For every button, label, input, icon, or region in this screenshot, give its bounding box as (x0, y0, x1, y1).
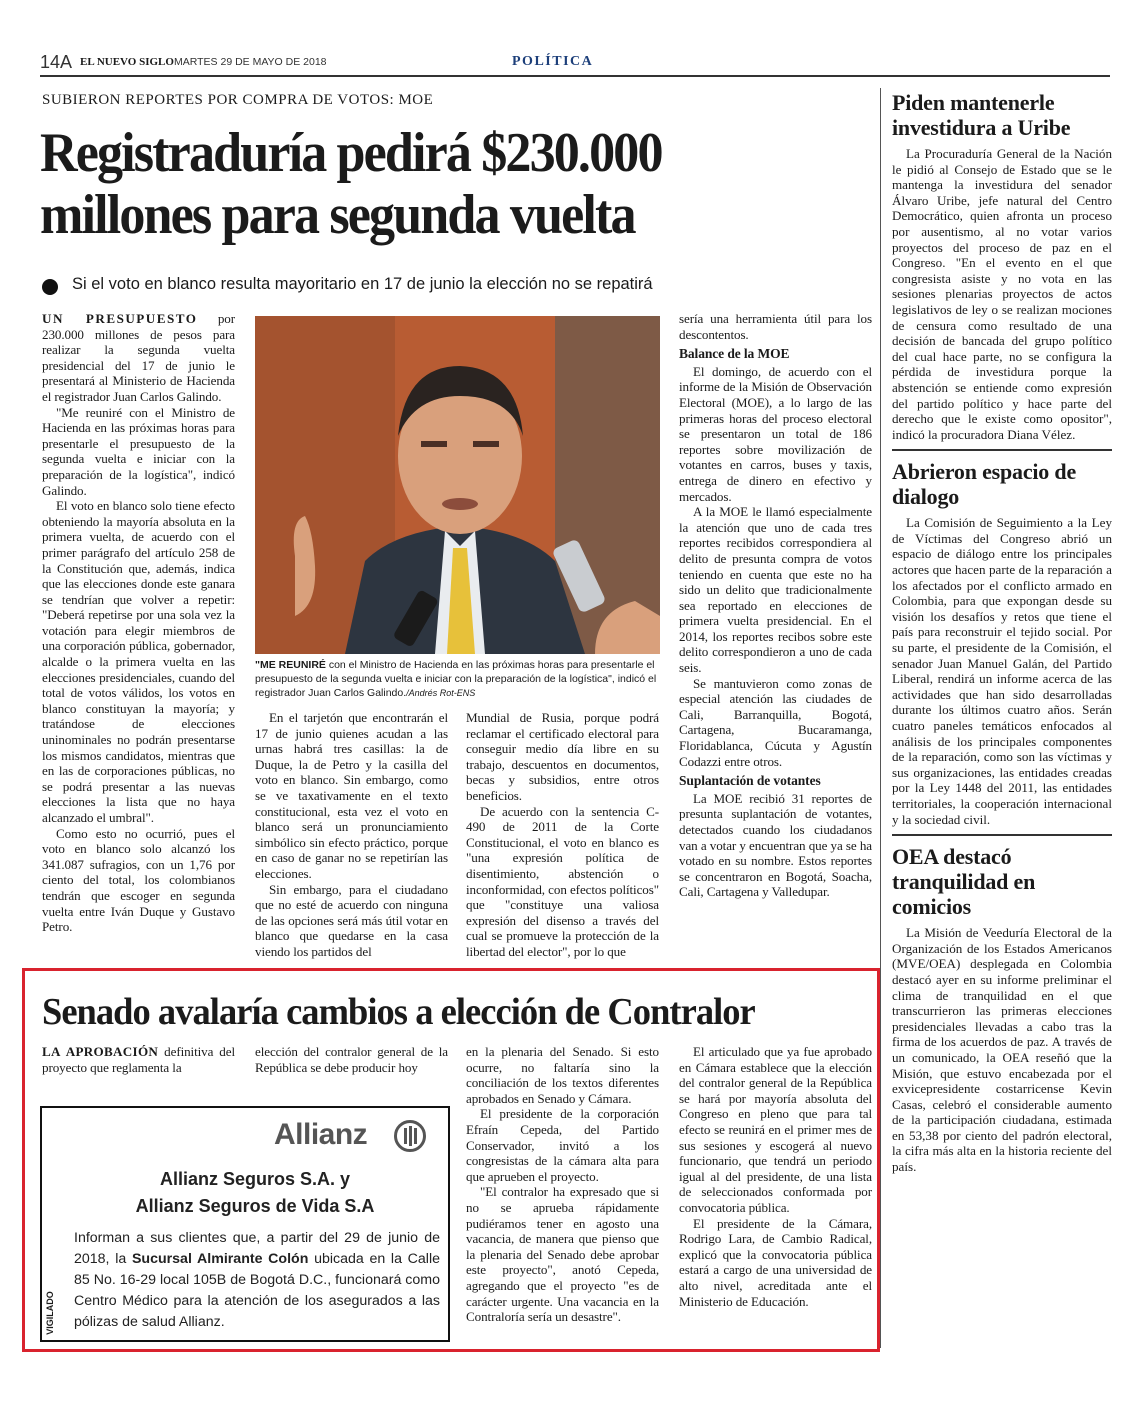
ad-text: Informan a sus clientes que, a partir del 29 de junio de 2018, la (74, 1230, 440, 1267)
paragraph: En el tarjetón que encontrarán el 17 de junio quienes acudan a las urnas habrá tres casillas: la de Duque, la de Petro y la casilla del voto en blanco. Sin embargo, como se ve taxativamente en el texto constitucional, esta vez el voto en blanco será un pronunciamiento simbólico sin efecto práctico, porque en caso de ganar no se repetirían las elecciones. (255, 710, 448, 881)
paragraph: La MOE recibió 31 reportes de presunta suplantación de votantes, detectados cuando los ciudadanos van a votar y encuentran que ya se ha votado en su nombre. Estos reportes se concentraron en Bogotá, Soacha, Cali, Cartagena y Valledupar. (679, 790, 872, 900)
sidebar-rule (892, 449, 1112, 451)
masthead (40, 50, 1104, 76)
headline (40, 122, 803, 246)
senado-col-2 (255, 1044, 448, 1075)
paragraph: La Procuraduría General de la Nación le pidió al Consejo de Estado que se le mantenga la investidura del senador Álvaro Uribe, jefe natural del Centro Democrático, quien afronta un proceso por ausentismo, al no votar varios proyectos del proceso de paz en el Congreso. "En el evento en el que congresista asiste y no vota en las sesiones plenarias proyectos de actos legislativos de ley o se realizan mociones de censura como resultado de una decisión de bancada del grupo político del cual hace parte, no se configura la pérdida de investidura porque la abstención se entiende como expresión del partido político y hace parte del derecho que le existe como opositor", indicó la procuradora Diana Vélez. (892, 146, 1112, 442)
allianz-eagle-icon (394, 1120, 426, 1152)
paragraph: elección del contralor general de la República se debe producir hoy (255, 1044, 448, 1075)
photo-registrador (255, 316, 660, 654)
paragraph: De acuerdo con la sentencia C-490 de 2011 de la Corte Constitucional, el voto en blanco es "una expresión política de disentimiento, abstención o inconformidad, con efectos políticos" que "constituye una valiosa expresión del disenso a través del cual se promueve la protección de la libertad del elector", por lo que (466, 803, 659, 959)
ad-body (74, 1228, 440, 1333)
headline-line-2: millones para segunda vuelta (40, 184, 635, 246)
sidebar-story-oea (892, 844, 1112, 1175)
paragraph: definitiva del proyecto que reglamenta la (42, 1044, 235, 1075)
ad-title-line-2: Allianz Seguros de Vida S.A (135, 1196, 375, 1216)
sidebar-story-dialogo (892, 459, 1112, 827)
sidebar-title: Abrieron espacio de dialogo (892, 459, 1077, 510)
photo-caption (255, 658, 660, 700)
paper-name: EL NUEVO SIGLO (80, 56, 174, 68)
paragraph: Sin embargo, para el ciudadano que no esté de acuerdo con ninguna de las opciones será más útil votar en blanco que quedarse en la casa viendo los partidos del (255, 881, 448, 959)
subhead (42, 275, 862, 299)
senado-col-1 (42, 1044, 235, 1075)
ad-title-line-1: Allianz Seguros S.A. y (159, 1169, 351, 1189)
subhead-text: Si el voto en blanco resulta mayoritario en 17 de junio la elección no se repatirá (72, 275, 653, 293)
paragraph: El domingo, de acuerdo con el informe de la Misión de Observación Electoral (MOE), a lo largo de las primeras horas del proceso electoral se presentaron un total de 186 reportes sobre movilización de votantes en carros, buses y taxis, entrega de dinero en efectivo y mercados. (679, 363, 872, 504)
ad-text: ubicada en la Calle 85 No. 16-29 local 105B de Bogotá D.C., funcionará como Centro Médico para la atención de los asegurados a las pólizas de salud Allianz. (74, 1251, 440, 1330)
photo-illustration (255, 316, 660, 654)
allianz-ad (40, 1106, 450, 1342)
caption-text: con el Ministro de Hacienda en las próximas horas para presentarle el presupuesto de la segunda vuelta e iniciar con la preparación de la logística", indicó el registrador Juan Carlos Galindo. (255, 659, 657, 699)
kicker: SUBIERON REPORTES POR COMPRA DE VOTOS: MOE (42, 92, 434, 108)
allianz-logo (274, 1118, 444, 1154)
sidebar-story-uribe (892, 90, 1112, 442)
vigilado-label: VIGILADO (44, 1291, 55, 1335)
lead-in: UN PRESUPUESTO (42, 311, 198, 326)
masthead-rule (40, 75, 1110, 77)
main-col-2 (255, 710, 448, 960)
main-col-1 (42, 311, 235, 935)
bullet-icon (42, 279, 58, 295)
paragraph: El articulado que ya fue aprobado en Cámara establece que la elección del contralor general de la República se hará por mayoría absoluta del Congreso en pleno que para tal efecto se reunirá en el primer mes de sus sesiones y escogerá al nuevo funcionario, que tendrá un periodo igual al del presidente, de una lista de seleccionados conformada por convocatoria pública. (679, 1044, 872, 1215)
subheading: Balance de la MOE (679, 346, 790, 362)
paragraph: A la MOE le llamó especialmente la atención que uno de cada tres reportes recibidos correspondiera al delito de presunta compra de votos teniendo en cuenta que este no ha sido un delito que tradicionalmente sea reportado en elecciones de primera vuelta presidencial. En el 2014, los reportes recibos sobre este delito correspondieron a uno de cada seis. (679, 504, 872, 676)
sidebar (892, 90, 1112, 1175)
paragraph: "El contralor ha expresado que si no se aprueba rápidamente pudiéramos tener en agosto una vacancia, de manera que pienso que la plenaria del Senado debe aprobar este proyecto", anotó Cepeda, agregando que el proyecto "es de carácter urgente. Una vacancia en la Contraloría sería un desastre". (466, 1184, 659, 1325)
paragraph: "Me reuniré con el Ministro de Hacienda en las próximas horas para presentarle el presupuesto de la segunda vuelta e iniciar con la preparación de la logística", indicó Galindo. (42, 404, 235, 498)
paragraph: por 230.000 millones de pesos para realizar la segunda vuelta presidencial del 17 de junio le presentará al Ministerio de Hacienda el registrador Juan Carlos Galindo. (42, 311, 235, 404)
paragraph: Mundial de Rusia, porque podrá reclamar el certificado electoral para conseguir medio día libre en su trabajo, descuentos en documentos, becas y subsidios, entre otros beneficios. (466, 710, 659, 803)
paragraph: sería una herramienta útil para los descontentos. (679, 311, 872, 342)
paragraph: La Comisión de Seguimiento a la Ley de Víctimas del Congreso abrió un espacio de diálogo entre los principales actores que hacen parte de la reparación a los afectados por el conflicto armado en Colombia, para que expongan desde su visión los desafíos y retos que tiene el país para reconstruir el tejido social. Por su parte, el presidente de la Comisión, el senador Juan Manuel Galán, del Partido Liberal, rendirá un informe acerca de las actividades que han sido desarrolladas durante los últimos cuatro años. Serán cuatro paneles temáticos enfocados al análisis de los principales componentes de la reparación, como son las víctimas y sus organizaciones, las entidades creadas por la Ley 1448 del 2011, las entidades territoriales, la cooperación internacional y la sociedad civil. (892, 515, 1112, 827)
paragraph: El presidente de la Cámara, Rodrigo Lara, de Cambio Radical, explicó que la convocatoria pública estará a cargo de una universidad de alto nivel, acreditada ante el Ministerio de Educación. (679, 1215, 872, 1309)
photo-credit: /Andrés Rot-ENS (406, 688, 476, 698)
main-col-4 (679, 311, 872, 900)
section-name: POLÍTICA (512, 54, 594, 69)
vigilado-strip (44, 1148, 62, 1335)
paragraph: Se mantuvieron como zonas de especial atención las ciudades de Cali, Barranquilla, Bogotá, Cartagena, Bucaramanga, Floridablanca, Cúcuta y Agustín Codazzi entre otros. (679, 675, 872, 769)
lead-in: LA APROBACIÓN (42, 1044, 159, 1059)
paragraph: en la plenaria del Senado. Si esto ocurre, no faltaría sino la conciliación de los textos diferentes aprobados en Senado y Cámara. (466, 1044, 659, 1106)
ad-title (70, 1166, 440, 1220)
issue-date: MARTES 29 DE MAYO DE 2018 (174, 56, 327, 68)
sidebar-title: Piden mantenerle investidura a Uribe (892, 90, 1071, 140)
sidebar-divider (880, 88, 881, 1348)
paragraph: Como esto no ocurrió, pues el voto en blanco solo alcanzó los 341.087 sufragios, con un 1,76 por ciento del total, los colombianos tendrán que escoger en segunda vuelta entre Iván Duque y Gustavo Petro. (42, 825, 235, 935)
sidebar-title: OEA destacó tranquilidad en comicios (892, 844, 1036, 920)
senado-headline: Senado avalaría cambios a elección de Contralor (42, 991, 755, 1033)
senado-col-4 (679, 1044, 872, 1309)
paragraph: La Misión de Veeduría Electoral de la Organización de los Estados Americanos (MVE/OEA) desplegada en Colombia destacó ayer en su informe preliminar el clima de tranquilidad en el que transcurrieron las primeras elecciones presidenciales llevadas a cabo tras la firma de los acuerdos de paz. A través de un comunicado, la OEA reseñó que la Misión, que estuvo encabezada por el exvicepresidente costarricense Kevin Casas, celebró el considerable aumento de la participación ciudadana, estimada en 53,38 por ciento del padrón electoral, la cifra más alta en la historia reciente del país. (892, 925, 1112, 1175)
caption-lead: "ME REUNIRÉ (255, 659, 326, 671)
allianz-wordmark: Allianz (274, 1118, 368, 1151)
page-number: 14A (40, 52, 73, 72)
subheading: Suplantación de votantes (679, 773, 821, 789)
sidebar-rule (892, 834, 1112, 836)
senado-col-3 (466, 1044, 659, 1325)
headline-line-1: Registraduría pedirá $230.000 (40, 122, 662, 184)
paragraph: El voto en blanco solo tiene efecto obteniendo la mayoría absoluta en la primera vuelta, de acuerdo con el primer parágrafo del artículo 258 de la Constitución que, además, indica que las elecciones donde este ganara se tendrían que volver a repetir: "Deberá repetirse por una sola vez la votación para elegir miembros de una corporación pública, gobernador, alcalde o la primera vuelta en las elecciones presidenciales, cuando del total de votos válidos, los votos en blanco constituyan la mayoría; y tratándose de elecciones uninominales no podrán presentarse los mismos candidatos, mientras que en las de corporaciones públicas, no se podrá presentar a las nuevas elecciones la lista que no haya alcanzado el umbral". (42, 498, 235, 825)
main-col-3 (466, 710, 659, 960)
paragraph: El presidente de la corporación Efraín Cepeda, del Partido Conservador, invitó a los congresistas de la cámara alta para que aprueben el proyecto. (466, 1106, 659, 1184)
ad-branch-name: Sucursal Almirante Colón (131, 1251, 309, 1267)
